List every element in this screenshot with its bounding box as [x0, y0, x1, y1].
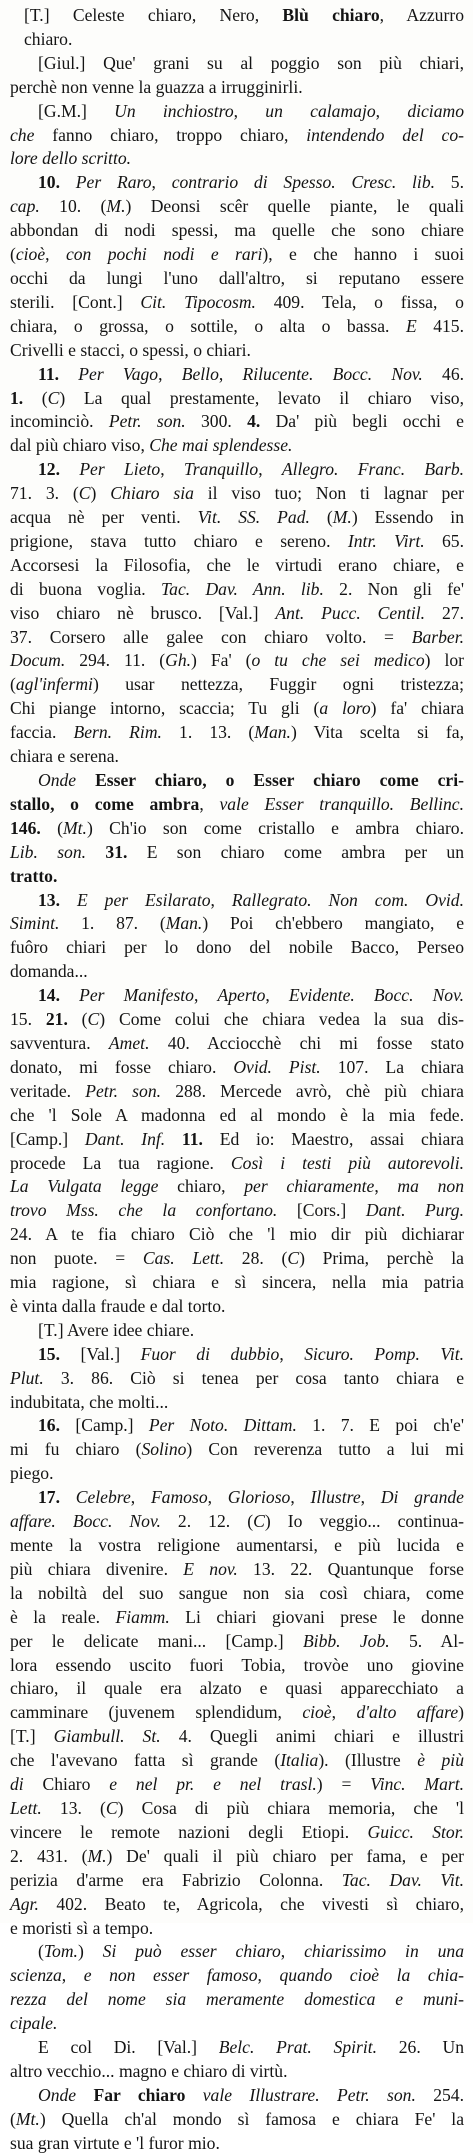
text-line: affare. Bocc. Nov. 2. 12. (C) Io veggio... continua-: [10, 1511, 465, 1532]
text-line: chiaro.: [24, 28, 73, 49]
text-line: [T.] Celeste chiaro, Nero, Blù chiaro, Azzurro: [24, 5, 464, 25]
text-line: 10. Per Raro, contrario di Spesso. Cresc. lib. 5.: [38, 172, 464, 193]
text-line: [T.] Avere idee chiare.: [38, 1319, 195, 1340]
text-line: [G.M.] Un inchiostro, un calamajo, diciamo: [38, 100, 464, 121]
text-line: faccia. Bern. Rim. 1. 13. (Man.) Vita scelta si fa,: [10, 722, 464, 743]
text-line: Onde Far chiaro vale Illustrare. Petr. son. 254.: [38, 2084, 465, 2105]
text-line: Onde Esser chiaro, o Esser chiaro come cri-: [38, 770, 464, 790]
text-line: sua gran virtute e 'l furor mio.: [10, 2132, 220, 2153]
text-line: Lett. 13. (C) Cosa di più chiara memoria, che 'l: [10, 1797, 464, 1818]
text-line: 11. Per Vago, Bello, Rilucente. Bocc. Nov. 46.: [38, 363, 465, 384]
text-line: (agl'infermi) usar nettezza, Fuggir ogni tristezza;: [10, 674, 464, 695]
text-line: (cioè, con pochi nodi e rari), e che hanno i suoi: [10, 244, 464, 265]
text-line: di Chiaro e nel pr. e nel trasl.) = Vinc. Mart.: [10, 1774, 465, 1795]
text-line: lore dello scritto.: [10, 148, 132, 169]
text-line: [T.] Giambull. St. 4. Quegli animi chiari e illustri: [10, 1726, 464, 1747]
text-line: che 'l Sole A madonna ed al mondo è la mia fede.: [10, 1104, 464, 1125]
text-line: 16. [Camp.] Per Noto. Dittam. 1. 7. E poi ch'e': [38, 1415, 464, 1436]
text-line: mente la vostra religione aumentarsi, e più lucida e: [10, 1535, 464, 1555]
text-line: Accorsesi la Filosofia, che le virtudi erano chiare, e: [10, 554, 464, 575]
text-line: 146. (Mt.) Ch'io son come cristallo e ambra chiaro.: [10, 817, 464, 838]
text-line: viso chiaro nè brusco. [Val.] Ant. Pucc. Centil. 27.: [10, 602, 464, 623]
text-line: perizia d'arme era Fabrizio Colonna. Tac. Dav. Vit.: [10, 1869, 464, 1890]
text-line: cap. 10. (M.) Deonsi scêr quelle piante, le quali: [10, 196, 464, 217]
text-line: Docum. 294. 11. (Gh.) Fa' (o tu che sei medico) lor: [10, 650, 465, 671]
text-line: Agr. 402. Beato te, Agricola, che vivesti sì chiaro,: [10, 1893, 464, 1914]
text-line: trovo Mss. che la confortano. [Cors.] Dant. Purg.: [10, 1200, 464, 1221]
text-line: fuôro chiari per lo dono del nobile Bacco, Perseo: [10, 937, 464, 958]
text-line: cipale.: [10, 2013, 58, 2034]
text-line: (Mt.) Quella ch'al mondo sì famosa e chiara Fe' la: [10, 2108, 464, 2129]
text-line: scienza, e non esser famoso, quando cioè la chia-: [10, 1965, 464, 1986]
text-line: procede La tua ragione. Così i testi più autorevoli.: [10, 1152, 464, 1173]
text-line: acqua nè per venti. Vit. SS. Pad. (M.) Essendo in: [10, 507, 464, 528]
text-line: e moristi sì a tempo.: [10, 1917, 154, 1938]
text-line: che fanno chiaro, troppo chiaro, intendendo del co-: [10, 124, 465, 145]
text-line: vincere le remote nazioni degli Etiopi. Guicc. Stor.: [10, 1821, 464, 1842]
text-line: 13. E per Esilarato, Rallegrato. Non com. Ovid.: [38, 889, 464, 910]
text-line: indubitata, che molti...: [10, 1391, 169, 1412]
text-line: chiaro, il quale era alzato e quasi apparecchiato a: [10, 1678, 464, 1699]
text-line: Crivelli e stacci, o spessi, o chiari.: [10, 339, 251, 360]
text-line: Simint. 1. 87. (Man.) Poi ch'ebbero mangiato, e: [10, 913, 464, 934]
text-line: 17. Celebre, Famoso, Glorioso, Illustre, Di grande: [38, 1487, 464, 1508]
text-line: 71. 3. (C) Chiaro sia il viso tuo; Non ti lagnar per: [10, 483, 464, 504]
text-line: mi fu chiaro (Solino) Con reverenza tutto a lui mi: [10, 1439, 464, 1460]
text-line: 14. Per Manifesto, Aperto, Evidente. Bocc. Nov.: [38, 985, 465, 1006]
text-line: [Camp.] Dant. Inf. 11. Ed io: Maestro, assai chiara: [10, 1128, 464, 1149]
text-line: stallo, o come ambra, vale Esser tranquillo. Bellinc.: [10, 793, 464, 814]
text-line: chiara e serena.: [10, 746, 119, 767]
text-line: piego.: [10, 1463, 54, 1484]
text-line: lora essendo uscito fuori Tobia, trovòe uno giovine: [10, 1654, 464, 1675]
text-line: camminare (juvenem splendidum, cioè, d'alto affare): [10, 1702, 465, 1723]
text-line: 37. Corsero alle galee con chiaro volto. = Barber.: [10, 626, 464, 647]
text-line: sterili. [Cont.] Cit. Tipocosm. 409. Tela, o fissa, o: [10, 291, 464, 312]
text-line: savventura. Amet. 40. Acciocchè chi mi fosse stato: [10, 1032, 464, 1053]
text-line: 1. (C) La qual prestamente, levato il chiaro viso,: [10, 387, 464, 408]
text-line: perchè non venne la guazza a irrugginirli.: [10, 76, 303, 97]
text-line: La Vulgata legge chiaro, per chiaramente, ma non: [10, 1176, 465, 1197]
text-line: (Tom.) Si può esser chiaro, chiarissimo in una: [38, 1941, 465, 1962]
text-line: è vinta dalla fraude e dal torto.: [10, 1295, 226, 1316]
text-line: incominciò. Petr. son. 300. 4. Da' più begli occhi e: [10, 411, 464, 432]
text-line: che l'avevano fatta sì grande (Italia). (Illustre è più: [10, 1750, 464, 1771]
text-line: 15. 21. (C) Come colui che chiara vedea la sua dis-: [10, 1009, 465, 1030]
text-line: 12. Per Lieto, Tranquillo, Allegro. Franc. Barb.: [38, 459, 465, 480]
text-line: dal più chiaro viso, Che mai splendesse.: [10, 435, 293, 456]
text-line: è la reale. Fiamm. Li chiari giovani prese le donne: [10, 1606, 464, 1627]
text-line: 2. 431. (M.) De' quali il più chiaro per fama, e per: [10, 1845, 464, 1866]
text-line: 15. [Val.] Fuor di dubbio, Sicuro. Pomp. Vit.: [38, 1343, 464, 1364]
text-line: abbondan di nodi spessi, ma quelle che sono chiare: [10, 220, 464, 241]
text-line: veritade. Petr. son. 288. Mercede avrò, chè più chiara: [10, 1080, 464, 1101]
text-line: E col Di. [Val.] Belc. Prat. Spirit. 26. Un: [38, 2037, 464, 2058]
text-line: per le delicate mani... [Camp.] Bibb. Job. 5. Al-: [10, 1630, 464, 1651]
text-line: chiara, o grossa, o sottile, o alta o bassa. E 415.: [10, 315, 464, 336]
text-line: rezza del nome sia meramente domestica e muni-: [10, 1989, 464, 2010]
text-line: occhi da lungi l'uno dall'altro, si reputano essere: [10, 267, 464, 288]
text-line: 24. A te fia chiaro Ciò che 'l mio dir più dichiarar: [10, 1224, 464, 1245]
text-line: [Giul.] Que' grani su al poggio son più chiari,: [38, 52, 464, 73]
text-line: tratto.: [10, 865, 58, 886]
text-line: non puote. = Cas. Lett. 28. (C) Prima, perchè la: [10, 1248, 464, 1269]
text-line: la nobiltà del suo sangue non sia così chiara, come: [10, 1582, 464, 1603]
text-line: altro vecchio... magno e chiaro di virtù.: [10, 2060, 288, 2081]
text-line: Lib. son. 31. E son chiaro come ambra per un: [10, 841, 464, 862]
text-line: Chi piange intorno, scaccia; Tu gli (a loro) fa' chiara: [10, 698, 464, 719]
text-line: domanda...: [10, 961, 88, 982]
text-line: Plut. 3. 86. Ciò si tenea per cosa tanto chiara e: [10, 1367, 464, 1388]
text-line: mia ragione, sì chiara e sì sincera, nella mia patria: [10, 1272, 464, 1293]
text-line: donato, mi fosse chiaro. Ovid. Pist. 107. La chiara: [10, 1056, 464, 1077]
text-line: di buona voglia. Tac. Dav. Ann. lib. 2. Non gli fe': [10, 578, 464, 599]
text-line: prigione, stava tutto chiaro e sereno. Intr. Virt. 65.: [10, 530, 464, 551]
text-line: più chiara divenire. E nov. 13. 22. Quantunque forse: [10, 1558, 464, 1579]
